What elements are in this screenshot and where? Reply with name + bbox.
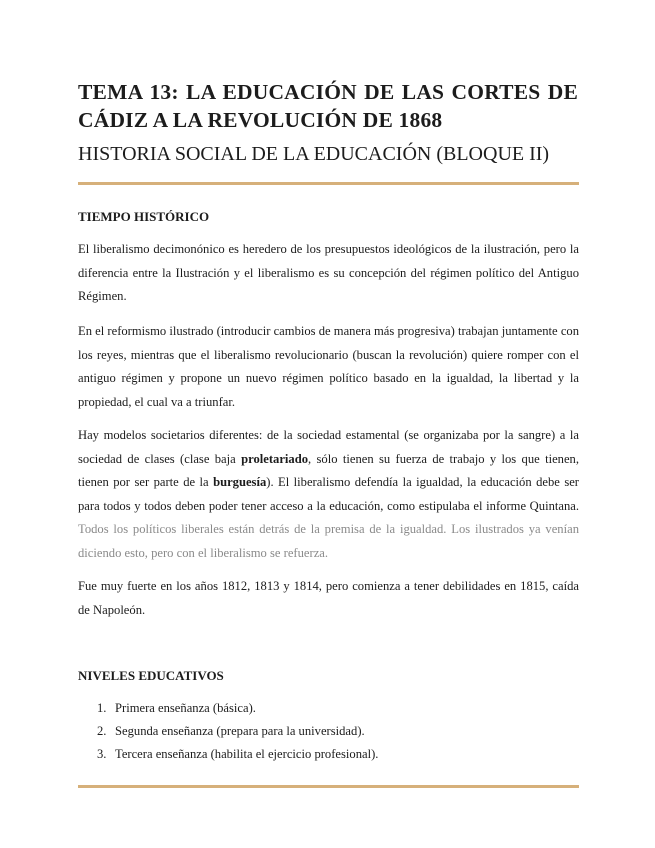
paragraph-reformismo: En el reformismo ilustrado (introducir cambios de manera más progresiva) trabajan juntamente con los reyes, mientras que el liberalismo revolucionario (buscan la revolución) quiere romper con el antiguo régimen y propone un nuevo régimen político basado en la igualdad, la libertad y la propiedad, el cual va a triunfar. <box>78 324 579 409</box>
section-heading-tiempo-historico: TIEMPO HISTÓRICO <box>78 209 210 224</box>
list-item <box>78 720 579 743</box>
page-title: TEMA 13: LA EDUCACIÓN DE LAS CORTES DE CÁDIZ A LA REVOLUCIÓN DE 1868 <box>78 80 578 132</box>
levels-list <box>78 697 579 766</box>
paragraph-fechas: Fue muy fuerte en los años 1812, 1813 y 1814, pero comienza a tener debilidades en 1815, caída de Napoleón. <box>78 579 579 617</box>
list-number: 1. <box>97 701 107 715</box>
top-divider <box>78 182 579 185</box>
bold-term-burguesia: burguesía <box>213 475 267 489</box>
list-number: 3. <box>97 747 107 761</box>
list-item-text: Segunda enseñanza (prepara para la universidad). <box>115 724 365 738</box>
text-span: , sólo tienen su fuerza de trabajo y los que tienen, tienen por ser parte de la <box>78 451 579 489</box>
page-subtitle: HISTORIA SOCIAL DE LA EDUCACIÓN (BLOQUE II) <box>78 143 550 165</box>
gray-note: Todos los políticos liberales están detrás de la premisa de la igualdad. Los ilustrados ya venían diciendo esto, pero con el liberalismo se refuerza. <box>78 522 579 560</box>
list-item-text: Primera enseñanza (básica). <box>115 701 256 715</box>
list-item <box>78 743 579 766</box>
text-span: Hay modelos societarios diferentes: de la sociedad estamental (se organizaba por la sangre) a la sociedad de clases (clase baja <box>78 428 579 466</box>
section-heading-niveles-educativos: NIVELES EDUCATIVOS <box>78 668 224 683</box>
paragraph-liberalismo: El liberalismo decimonónico es heredero de los presupuestos ideológicos de la ilustración, pero la diferencia entre la Ilustración y el liberalismo es su concepción del régimen político del Antiguo Régimen. <box>78 242 579 303</box>
list-number: 2. <box>97 724 107 738</box>
paragraph-modelos-societarios <box>78 424 579 565</box>
text-span: ). El liberalismo defendía la igualdad, la educación debe ser para todos y todos deben poder tener acceso a la educación, como estipulaba el informe Quintana. <box>78 475 579 513</box>
bottom-divider <box>78 785 579 788</box>
list-item <box>78 697 579 720</box>
list-item-text: Tercera enseñanza (habilita el ejercicio profesional). <box>115 747 379 761</box>
bold-term-proletariado: proletariado <box>241 451 309 466</box>
